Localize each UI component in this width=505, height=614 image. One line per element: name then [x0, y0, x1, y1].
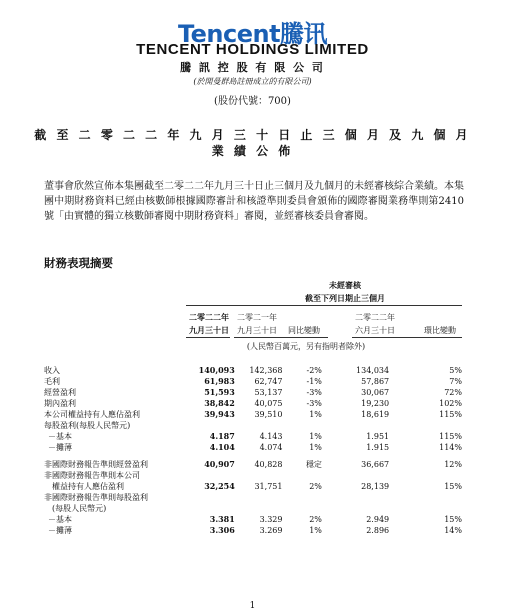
table-row: [44, 525, 462, 536]
cell-yoy: [282, 492, 321, 503]
cell-yoy: -3%: [306, 399, 322, 408]
row-label: 本公司權益持有人應佔盈利: [44, 410, 140, 419]
col1-rule: [186, 337, 230, 338]
announcement-title-line1: 截 至 二 零 二 二 年 九 月 三 十 日 止 三 個 月 及 九 個 月: [34, 128, 471, 142]
cell-yoy: 1%: [309, 443, 322, 452]
cell-qoq: 72%: [444, 388, 462, 397]
col1-year: 二零二二年: [189, 312, 229, 322]
row-label: 非國際財務報告準則每股盈利: [44, 493, 148, 502]
col2-date: 九月三十日: [237, 326, 277, 335]
table-row: [44, 442, 462, 453]
cell-q3-2022: 4.187: [209, 431, 235, 441]
financial-summary-table: [44, 365, 462, 536]
cell-q2-2022: [322, 470, 389, 481]
cell-q2-2022: 1.915: [366, 443, 390, 452]
row-label: －攤薄: [48, 526, 72, 535]
cell-q2-2022: [322, 420, 389, 431]
unit-note: (人民幣百萬元，另有指明者除外): [246, 342, 366, 351]
stock-code: (股份代號：700): [214, 96, 291, 107]
cell-q3-2021: 4.143: [259, 432, 283, 441]
col3-header: 同比變動: [288, 326, 320, 335]
cell-q3-2021: 3.329: [259, 515, 283, 524]
row-label: 經營盈利: [44, 388, 76, 397]
col5-header: 環比變動: [424, 326, 456, 335]
cell-qoq: 12%: [444, 460, 462, 469]
page-number: 1: [249, 601, 256, 611]
company-name-en: TENCENT HOLDINGS LIMITED: [136, 41, 369, 58]
table-row: [44, 481, 462, 492]
announcement-title-line2: 業 績 公 佈: [211, 144, 294, 158]
cell-q3-2021: 53,137: [254, 388, 283, 397]
cell-qoq: 114%: [439, 443, 462, 452]
cell-qoq: 7%: [449, 377, 462, 386]
cell-q2-2022: [322, 503, 389, 514]
cell-q3-2021: 31,751: [254, 482, 283, 491]
col1-date: 九月三十日: [189, 325, 229, 335]
row-label: 非國際財務報告準則經營盈利: [44, 460, 148, 469]
cell-q2-2022: 18,619: [361, 410, 390, 419]
cell-qoq: 14%: [444, 526, 462, 535]
cell-q3-2022: 4.104: [209, 442, 235, 452]
row-label: (每股人民幣元): [44, 504, 107, 513]
table-row: [44, 459, 462, 470]
cell-q2-2022: 19,230: [361, 399, 390, 408]
row-label: 期內盈利: [44, 399, 76, 408]
table-row: [44, 420, 462, 431]
cell-q3-2021: [235, 503, 283, 514]
cell-qoq: [389, 470, 462, 481]
cell-q3-2021: [235, 470, 283, 481]
cell-q3-2022: 39,943: [204, 409, 235, 419]
table-row: [44, 470, 462, 481]
cell-q2-2022: 28,139: [361, 482, 390, 491]
cell-qoq: 5%: [449, 366, 462, 375]
cell-q2-2022: 30,067: [361, 388, 390, 397]
cell-q3-2022: 61,983: [204, 376, 235, 386]
cell-q2-2022: [322, 492, 389, 503]
cell-qoq: 115%: [439, 410, 462, 419]
cell-q3-2021: 3.269: [259, 526, 283, 535]
cell-yoy: -2%: [306, 366, 322, 375]
header-unaudited: 未經審核: [329, 280, 361, 290]
cell-q2-2022: 134,034: [356, 366, 390, 375]
col4-year: 二零二二年: [355, 313, 395, 322]
header-period: 截至下列日期止三個月: [305, 293, 385, 303]
cell-qoq: [389, 503, 462, 514]
cell-qoq: 15%: [444, 482, 462, 491]
section-title: 財務表現摘要: [44, 256, 113, 270]
table-row: [44, 365, 462, 376]
cell-q3-2022: 40,907: [204, 459, 235, 469]
row-label: 每股盈利(每股人民幣元): [44, 421, 131, 430]
cell-qoq: 102%: [439, 399, 462, 408]
cell-yoy: [282, 503, 321, 514]
table-row: [44, 431, 462, 442]
company-name-zh: 騰 訊 控 股 有 限 公 司: [180, 61, 325, 74]
table-row: [44, 376, 462, 387]
col2-3-rule: [234, 337, 328, 338]
cell-q3-2022: [187, 492, 235, 503]
cell-qoq: [389, 492, 462, 503]
cell-q3-2021: 4.074: [259, 443, 283, 452]
cell-q3-2022: [187, 503, 235, 514]
cell-q3-2021: 39,510: [254, 410, 283, 419]
row-label: －基本: [48, 515, 72, 524]
row-label: －基本: [48, 432, 72, 441]
cell-q3-2022: [187, 470, 235, 481]
row-label: 非國際財務報告準則本公司: [44, 471, 140, 480]
col2-year: 二零二一年: [237, 313, 277, 322]
cell-q3-2022: 3.381: [209, 514, 235, 524]
cell-q3-2021: [235, 492, 283, 503]
cell-yoy: -1%: [306, 377, 322, 386]
cell-q2-2022: 2.896: [366, 526, 390, 535]
table-row: [44, 503, 462, 514]
cell-yoy: -3%: [306, 388, 322, 397]
cell-yoy: 1%: [309, 526, 322, 535]
cell-q3-2022: [187, 420, 235, 431]
cell-q3-2022: 51,593: [204, 387, 235, 397]
cell-q3-2021: 142,368: [249, 366, 283, 375]
row-label: 權益持有人應佔盈利: [44, 482, 124, 491]
cell-q3-2022: 3.306: [209, 525, 235, 535]
cell-q3-2022: 32,254: [204, 481, 235, 491]
cell-yoy: 2%: [309, 515, 322, 524]
cell-q3-2021: 40,828: [254, 460, 283, 469]
table-row: [44, 409, 462, 420]
col4-5-rule: [352, 337, 462, 338]
col4-date: 六月三十日: [355, 326, 395, 335]
cell-q3-2022: 38,842: [204, 398, 235, 408]
cell-q2-2022: 36,667: [361, 460, 390, 469]
cell-q3-2021: 62,747: [254, 377, 283, 386]
row-label: 毛利: [44, 377, 60, 386]
row-label: －攤薄: [48, 443, 72, 452]
cell-q3-2022: 140,093: [198, 365, 235, 375]
cell-q2-2022: 57,867: [361, 377, 390, 386]
cell-qoq: 115%: [439, 432, 462, 441]
incorporation-note: (於開曼群島註冊成立的有限公司): [193, 77, 312, 86]
intro-paragraph: 董事會欣然宣佈本集團截至二零二二年九月三十日止三個月及九個月的未經審核綜合業績。本集團中期財務資料已經由核數師根據國際審計和核證準則委員會頒佈的國際審閱業務準則第2410號「由實體的獨立核數師審閱中期財務資料」審閱，並經審核委員會審閱。: [44, 181, 464, 222]
cell-yoy: [282, 420, 321, 431]
cell-qoq: 15%: [444, 515, 462, 524]
cell-yoy: 2%: [309, 482, 322, 491]
table-row: [44, 387, 462, 398]
table-row: [44, 514, 462, 525]
table-row: [44, 492, 462, 503]
cell-q3-2021: [235, 420, 283, 431]
cell-yoy: [282, 470, 321, 481]
cell-yoy: 1%: [309, 410, 322, 419]
cell-q3-2021: 40,075: [254, 399, 283, 408]
cell-yoy: 穩定: [305, 460, 322, 469]
cell-q2-2022: 1.951: [366, 432, 390, 441]
row-label: 收入: [44, 366, 60, 375]
header-rule-top: [186, 305, 462, 306]
cell-yoy: 1%: [309, 432, 322, 441]
logo-text: Tencent騰讯: [177, 20, 328, 48]
table-row: [44, 398, 462, 409]
cell-q2-2022: 2.949: [366, 515, 390, 524]
cell-qoq: [389, 420, 462, 431]
